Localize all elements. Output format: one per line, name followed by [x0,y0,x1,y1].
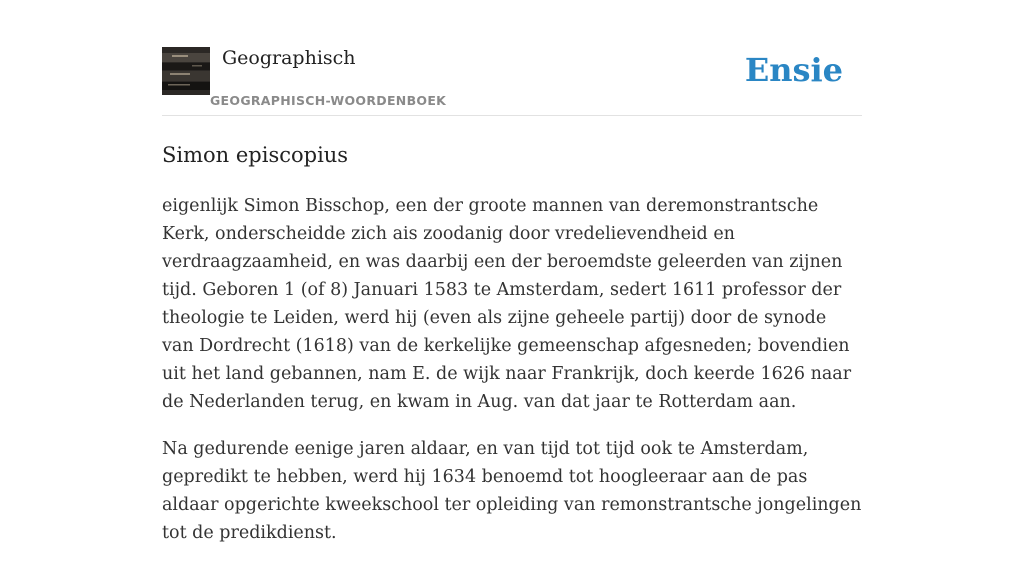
entry-title: Simon episcopius [162,143,349,167]
source-avatar[interactable] [162,47,210,95]
source-header [162,0,862,116]
content-container [162,0,862,543]
ensie-logo[interactable]: Ensie [744,51,843,89]
entry-body [162,192,862,566]
entry-paragraph: Na gedurende eenige jaren aldaar, en van tijd tot tijd ook te Amsterdam, gepredikt te hebben, werd hij 1634 benoemd tot hoogleeraar aan de pas aldaar opgerichte kweekschool ter opleiding van remonstrantsche jongelingen tot de predikdienst. [162,439,862,543]
source-subtitle: GEOGRAPHISCH-WOORDENBOEK [210,93,447,108]
entry-paragraph: eigenlijk Simon Bisschop, een der groote mannen van deremonstrantsche Kerk, onderscheidde zich ais zoodanig door vredelievendheid en verdraagzaamheid, en was daarbij een der beroemdste geleerden van zijnen tijd. Geboren 1 (of 8) Januari 1583 te Amsterdam, sedert 1611 professor der theologie te Leiden, werd hij (even als zijne geheele partij) door de synode van Dordrecht (1618) van de kerkelijke gemeenschap afgesneden; bovendien uit het land gebannen, nam E. de wijk naar Frankrijk, doch keerde 1626 naar de Nederlanden terug, en kwam in Aug. van dat jaar te Rotterdam aan. [162,196,852,412]
book-spines-icon [162,47,210,95]
source-title[interactable]: Geographisch [222,47,356,69]
